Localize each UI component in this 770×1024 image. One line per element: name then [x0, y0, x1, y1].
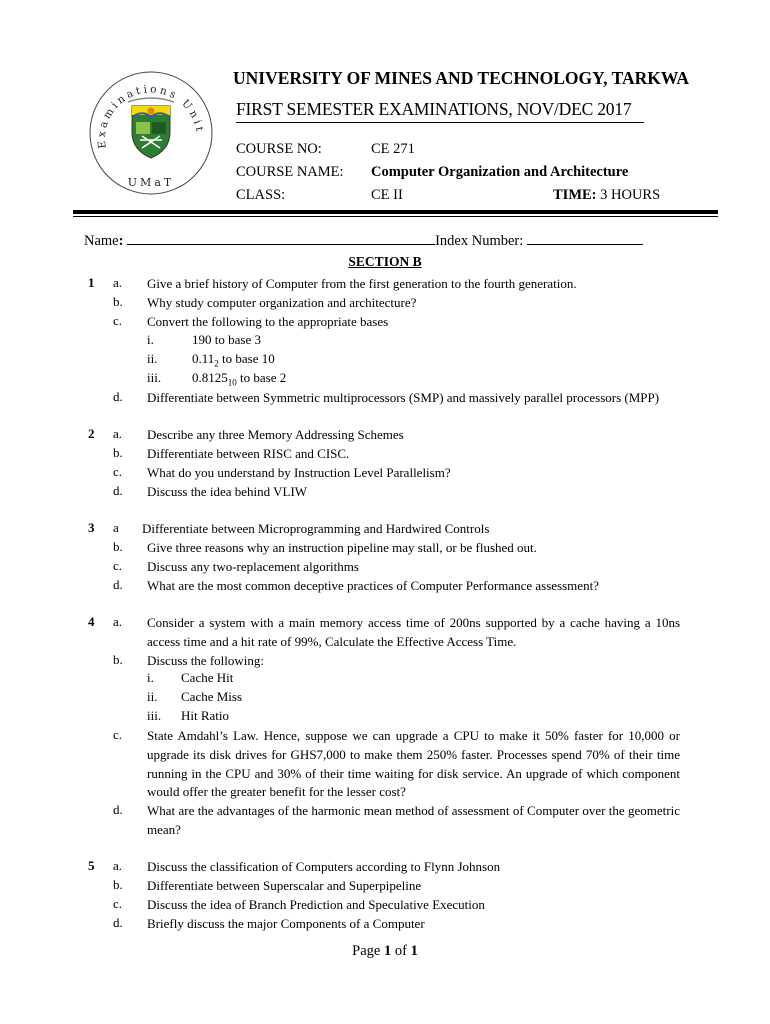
q4-d-label: d.	[113, 802, 123, 817]
q1-c-iii-base: 10	[227, 377, 237, 388]
student-info-line	[84, 232, 643, 250]
name-field[interactable]	[127, 232, 435, 245]
university-title: UNIVERSITY OF MINES AND TECHNOLOGY, TARKWA	[233, 68, 690, 88]
q4-d-text: What are the advantages of the harmonic mean method of assessment of Computer over the geometric mean?	[147, 803, 680, 837]
question-2-number: 2	[88, 426, 95, 441]
q4-c-label: c.	[113, 727, 123, 742]
q1-c-ii-label: ii.	[147, 351, 158, 366]
q1-c-i-text: 190 to base 3	[192, 332, 261, 347]
q5-a-label: a.	[113, 858, 123, 873]
q2-a-label: a.	[113, 426, 123, 441]
q1-c-iii-number: 0.8125	[192, 370, 228, 385]
q1-c-ii-rest: to base 10	[218, 351, 275, 366]
page-word: Page	[352, 943, 381, 959]
header-rule-thick	[73, 210, 718, 214]
page-number	[0, 943, 770, 960]
q3-b-label: b.	[113, 539, 123, 554]
q1-c-iii-label: iii.	[147, 370, 162, 385]
seal-bottom-text: UMaT	[127, 176, 175, 189]
q4-c-text: State Amdahl’s Law. Hence, suppose we can upgrade a CPU to make it 50% faster for 10,000 or upgrade its disk drives for GHS7,000 to make them 250% faster. Processes spend 70% of their time running in the CPU and 30% of their time waiting for disk service. An upgrade of which component would offer the greater benefit for the lesser cost?	[147, 728, 680, 800]
course-no-value: CE 271	[371, 141, 415, 157]
q2-a-text: Describe any three Memory Addressing Schemes	[147, 427, 404, 442]
q5-d-label: d.	[113, 915, 123, 930]
page-current: 1	[383, 943, 392, 959]
exam-title: FIRST SEMESTER EXAMINATIONS, NOV/DEC 2017	[236, 99, 632, 119]
index-number-label: Index Number:	[435, 233, 524, 249]
q4-b-text: Discuss the following:	[147, 653, 264, 668]
q4-a-text: Consider a system with a main memory access time of 200ns supported by a cache having a 10ns access time and a hit rate of 99%, Calculate the Effective Access Time.	[147, 615, 680, 649]
q3-c-text: Discuss any two-replacement algorithms	[147, 559, 359, 574]
header-rule-thin	[73, 216, 718, 217]
q2-d-text: Discuss the idea behind VLIW	[147, 484, 308, 499]
q1-c-iii-rest: to base 2	[236, 370, 287, 385]
course-no-label: COURSE NO:	[236, 141, 322, 157]
q5-b-label: b.	[113, 877, 123, 892]
q2-c-label: c.	[113, 464, 123, 479]
q4-b-ii-text: Cache Miss	[181, 689, 243, 704]
q4-b-iii-label: iii.	[147, 708, 162, 723]
q5-c-text: Discuss the idea of Branch Prediction and Speculative Execution	[147, 897, 485, 912]
q1-a-text: Give a brief history of Computer from the first generation to the fourth generation.	[147, 276, 577, 291]
q1-c-i-label: i.	[147, 332, 154, 347]
q2-c-text: What do you understand by Instruction Level Parallelism?	[147, 465, 451, 480]
q4-b-i-text: Cache Hit	[181, 670, 234, 685]
q5-b-text: Differentiate between Superscalar and Superpipeline	[147, 878, 422, 893]
q2-d-label: d.	[113, 483, 123, 498]
title-underline	[236, 122, 644, 123]
q1-c-text: Convert the following to the appropriate bases	[147, 314, 389, 329]
section-title: SECTION B	[348, 254, 422, 269]
course-name-value: Computer Organization and Architecture	[371, 164, 629, 180]
q4-b-iii-text: Hit Ratio	[181, 708, 230, 723]
seal-arc-text: Examinations Unit	[95, 83, 206, 149]
time-label: TIME:	[553, 187, 597, 203]
q4-b-i-label: i.	[147, 670, 154, 685]
q5-c-label: c.	[113, 896, 123, 911]
q3-a-text: Differentiate between Microprogramming and Hardwired Controls	[142, 521, 490, 536]
question-4-number: 4	[88, 614, 95, 629]
time-value: 3 HOURS	[600, 187, 661, 203]
course-name-label: COURSE NAME:	[236, 164, 344, 180]
q1-c-iii-text	[192, 370, 286, 388]
umat-seal-logo	[88, 70, 214, 196]
q1-b-text: Why study computer organization and architecture?	[147, 295, 417, 310]
q1-c-ii-number: 0.11	[192, 351, 215, 366]
of-word: of	[394, 943, 407, 959]
q4-a-label: a.	[113, 614, 123, 629]
question-5-number: 5	[88, 858, 95, 873]
q3-c-label: c.	[113, 558, 123, 573]
question-3-number: 3	[88, 520, 95, 535]
q1-c-label: c.	[113, 313, 123, 328]
q3-d-text: What are the most common deceptive practices of Computer Performance assessment?	[147, 578, 599, 593]
q1-d-label: d.	[113, 389, 123, 404]
question-1-number: 1	[88, 275, 95, 290]
q4-b-label: b.	[113, 652, 123, 667]
class-label: CLASS:	[236, 187, 286, 203]
q5-a-text: Discuss the classification of Computers according to Flynn Johnson	[147, 859, 501, 874]
q3-b-text: Give three reasons why an instruction pipeline may stall, or be flushed out.	[147, 540, 537, 555]
q2-b-label: b.	[113, 445, 123, 460]
page-total: 1	[410, 943, 418, 959]
q1-c-ii-base: 2	[214, 358, 219, 369]
class-value: CE II	[371, 187, 403, 203]
index-number-field[interactable]	[527, 232, 643, 245]
name-label: Name	[84, 233, 119, 249]
time-field	[553, 187, 660, 204]
q1-d-text: Differentiate between Symmetric multiprocessors (SMP) and massively parallel processors (MPP)	[147, 390, 660, 405]
q3-d-label: d.	[113, 577, 123, 592]
q1-c-ii-text	[192, 351, 275, 369]
q5-d-text: Briefly discuss the major Components of a Computer	[147, 916, 425, 931]
q1-a-label: a.	[113, 275, 123, 290]
name-colon: :	[118, 233, 124, 249]
q3-a-label: a	[113, 520, 119, 535]
q4-b-ii-label: ii.	[147, 689, 158, 704]
q1-b-label: b.	[113, 294, 123, 309]
q2-b-text: Differentiate between RISC and CISC.	[147, 446, 350, 461]
